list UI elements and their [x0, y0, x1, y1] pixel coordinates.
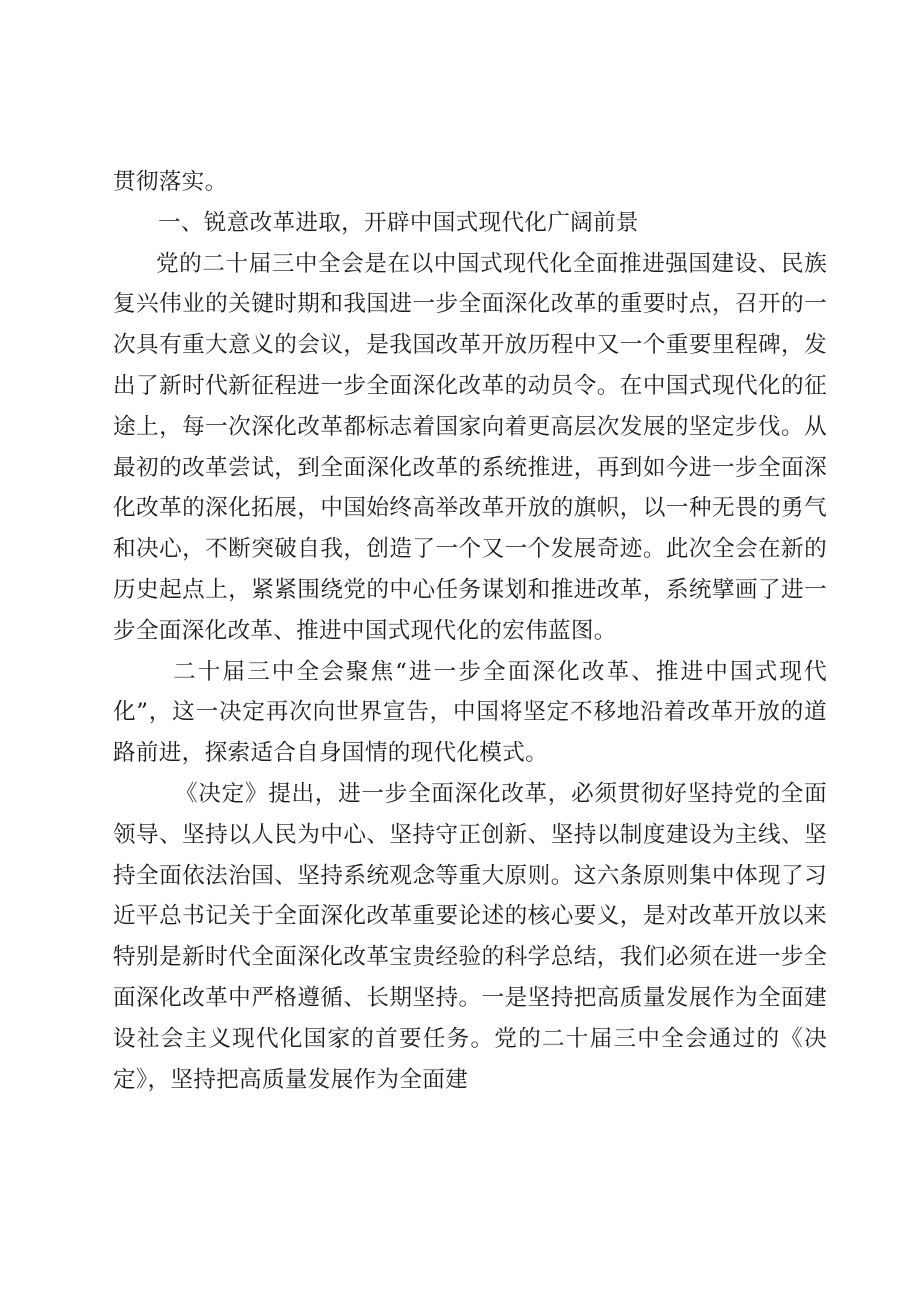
continuation-text: 贯彻落实。 — [113, 169, 228, 195]
paragraph-3: 《决定》提出，进一步全面深化改革，必须贯彻好坚持党的全面领导、坚持以人民为中心、坚持守正创新、坚持以制度建设为主线、坚持全面依法治国、坚持系统观念等重大原则。这六条原则集中体现了习近平总书记关于全面深化改革重要论述的核心要义，是对改革开放以来特别是新时代全面深化改革宝贵经验的科学总结，我们必须在进一步全面深化改革中严格遵循、长期坚持。一是坚持把高质量发展作为全面建设社会主义现代化国家的首要任务。党的二十届三中全会通过的《决定》，坚持把高质量发展作为全面建 — [113, 780, 827, 1093]
paragraph-1: 党的二十届三中全会是在以中国式现代化全面推进强国建设、民族复兴伟业的关键时期和我国进一步全面深化改革的重要时点，召开的一次具有重大意义的会议，是我国改革开放历程中又一个重要里程碑，发出了新时代新征程进一步全面深化改革的动员令。在中国式现代化的征途上，每一次深化改革都标志着国家向着更高层次发展的坚定步伐。从最初的改革尝试，到全面深化改革的系统推进，再到如今进一步全面深化改革的深化拓展，中国始终高举改革开放的旗帜，以一种无畏的勇气和决心，不断突破自我，创造了一个又一个发展奇迹。此次全会在新的历史起点上，紧紧围绕党的中心任务谋划和推进改革，系统擘画了进一步全面深化改革、推进中国式现代化的宏伟蓝图。 — [113, 250, 827, 644]
paragraph-2: 二十届三中全会聚焦“进一步全面深化改革、推进中国式现代化”，这一决定再次向世界宣告，中国将坚定不移地沿着改革开放的道路前进，探索适合自身国情的现代化模式。 — [113, 658, 827, 767]
section-heading: 一、锐意改革进取，开辟中国式现代化广阔前景 — [158, 209, 639, 236]
document-body — [113, 162, 827, 1100]
